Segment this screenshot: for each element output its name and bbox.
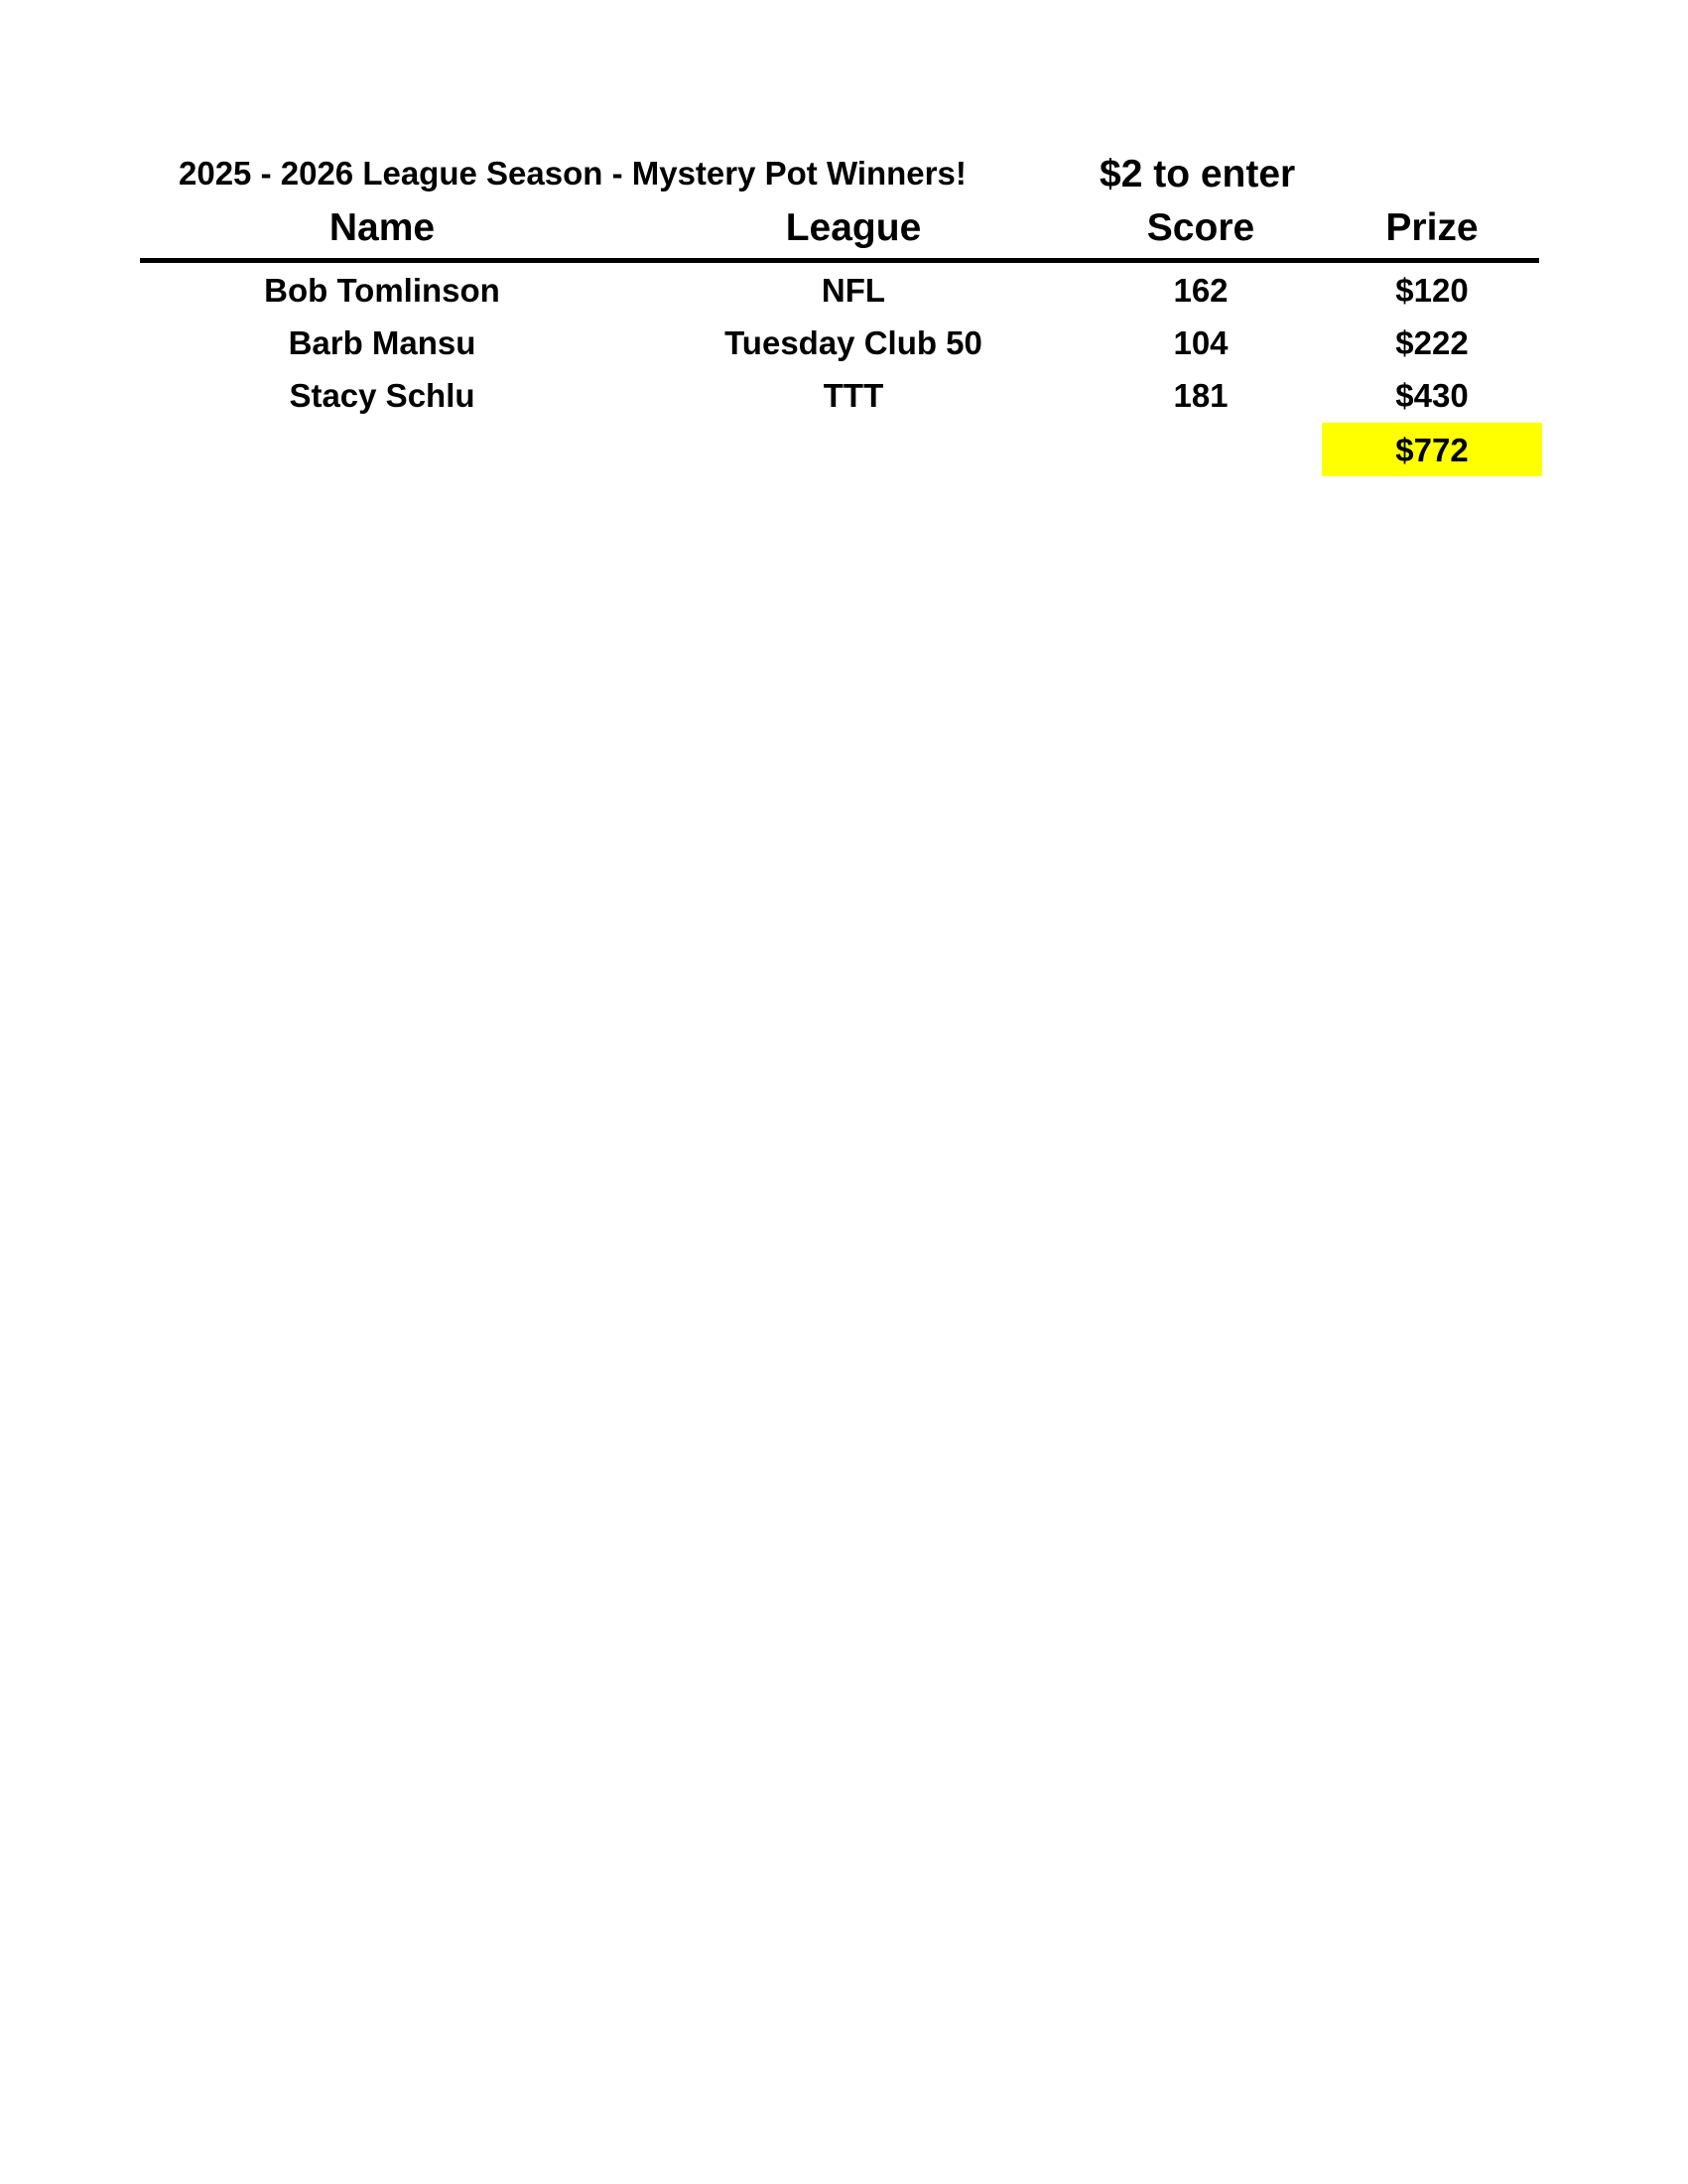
row-2-score: 104 — [1173, 324, 1229, 361]
page-title: 2025 - 2026 League Season - Mystery Pot Winners! — [179, 155, 967, 192]
total-prize-value: $772 — [1395, 432, 1469, 468]
row-1-score: 162 — [1173, 272, 1229, 309]
row-3-score: 181 — [1173, 377, 1229, 414]
column-header-prize: Prize — [1385, 206, 1479, 249]
entry-fee-label: $2 to enter — [1100, 153, 1296, 195]
row-3-prize: $430 — [1395, 377, 1469, 414]
row-2-name: Barb Mansu — [288, 324, 476, 361]
row-2-prize: $222 — [1395, 324, 1469, 361]
row-2-league: Tuesday Club 50 — [724, 324, 982, 361]
column-header-name: Name — [328, 206, 436, 249]
row-3-name: Stacy Schlu — [289, 377, 475, 414]
header-divider — [140, 258, 1539, 263]
total-prize-cell — [1322, 423, 1542, 476]
row-1-prize: $120 — [1395, 272, 1469, 309]
row-1-league: NFL — [821, 272, 886, 309]
row-1-name: Bob Tomlinson — [264, 272, 500, 309]
column-header-score: Score — [1146, 206, 1255, 249]
column-header-league: League — [785, 206, 922, 249]
row-3-league: TTT — [823, 377, 884, 414]
